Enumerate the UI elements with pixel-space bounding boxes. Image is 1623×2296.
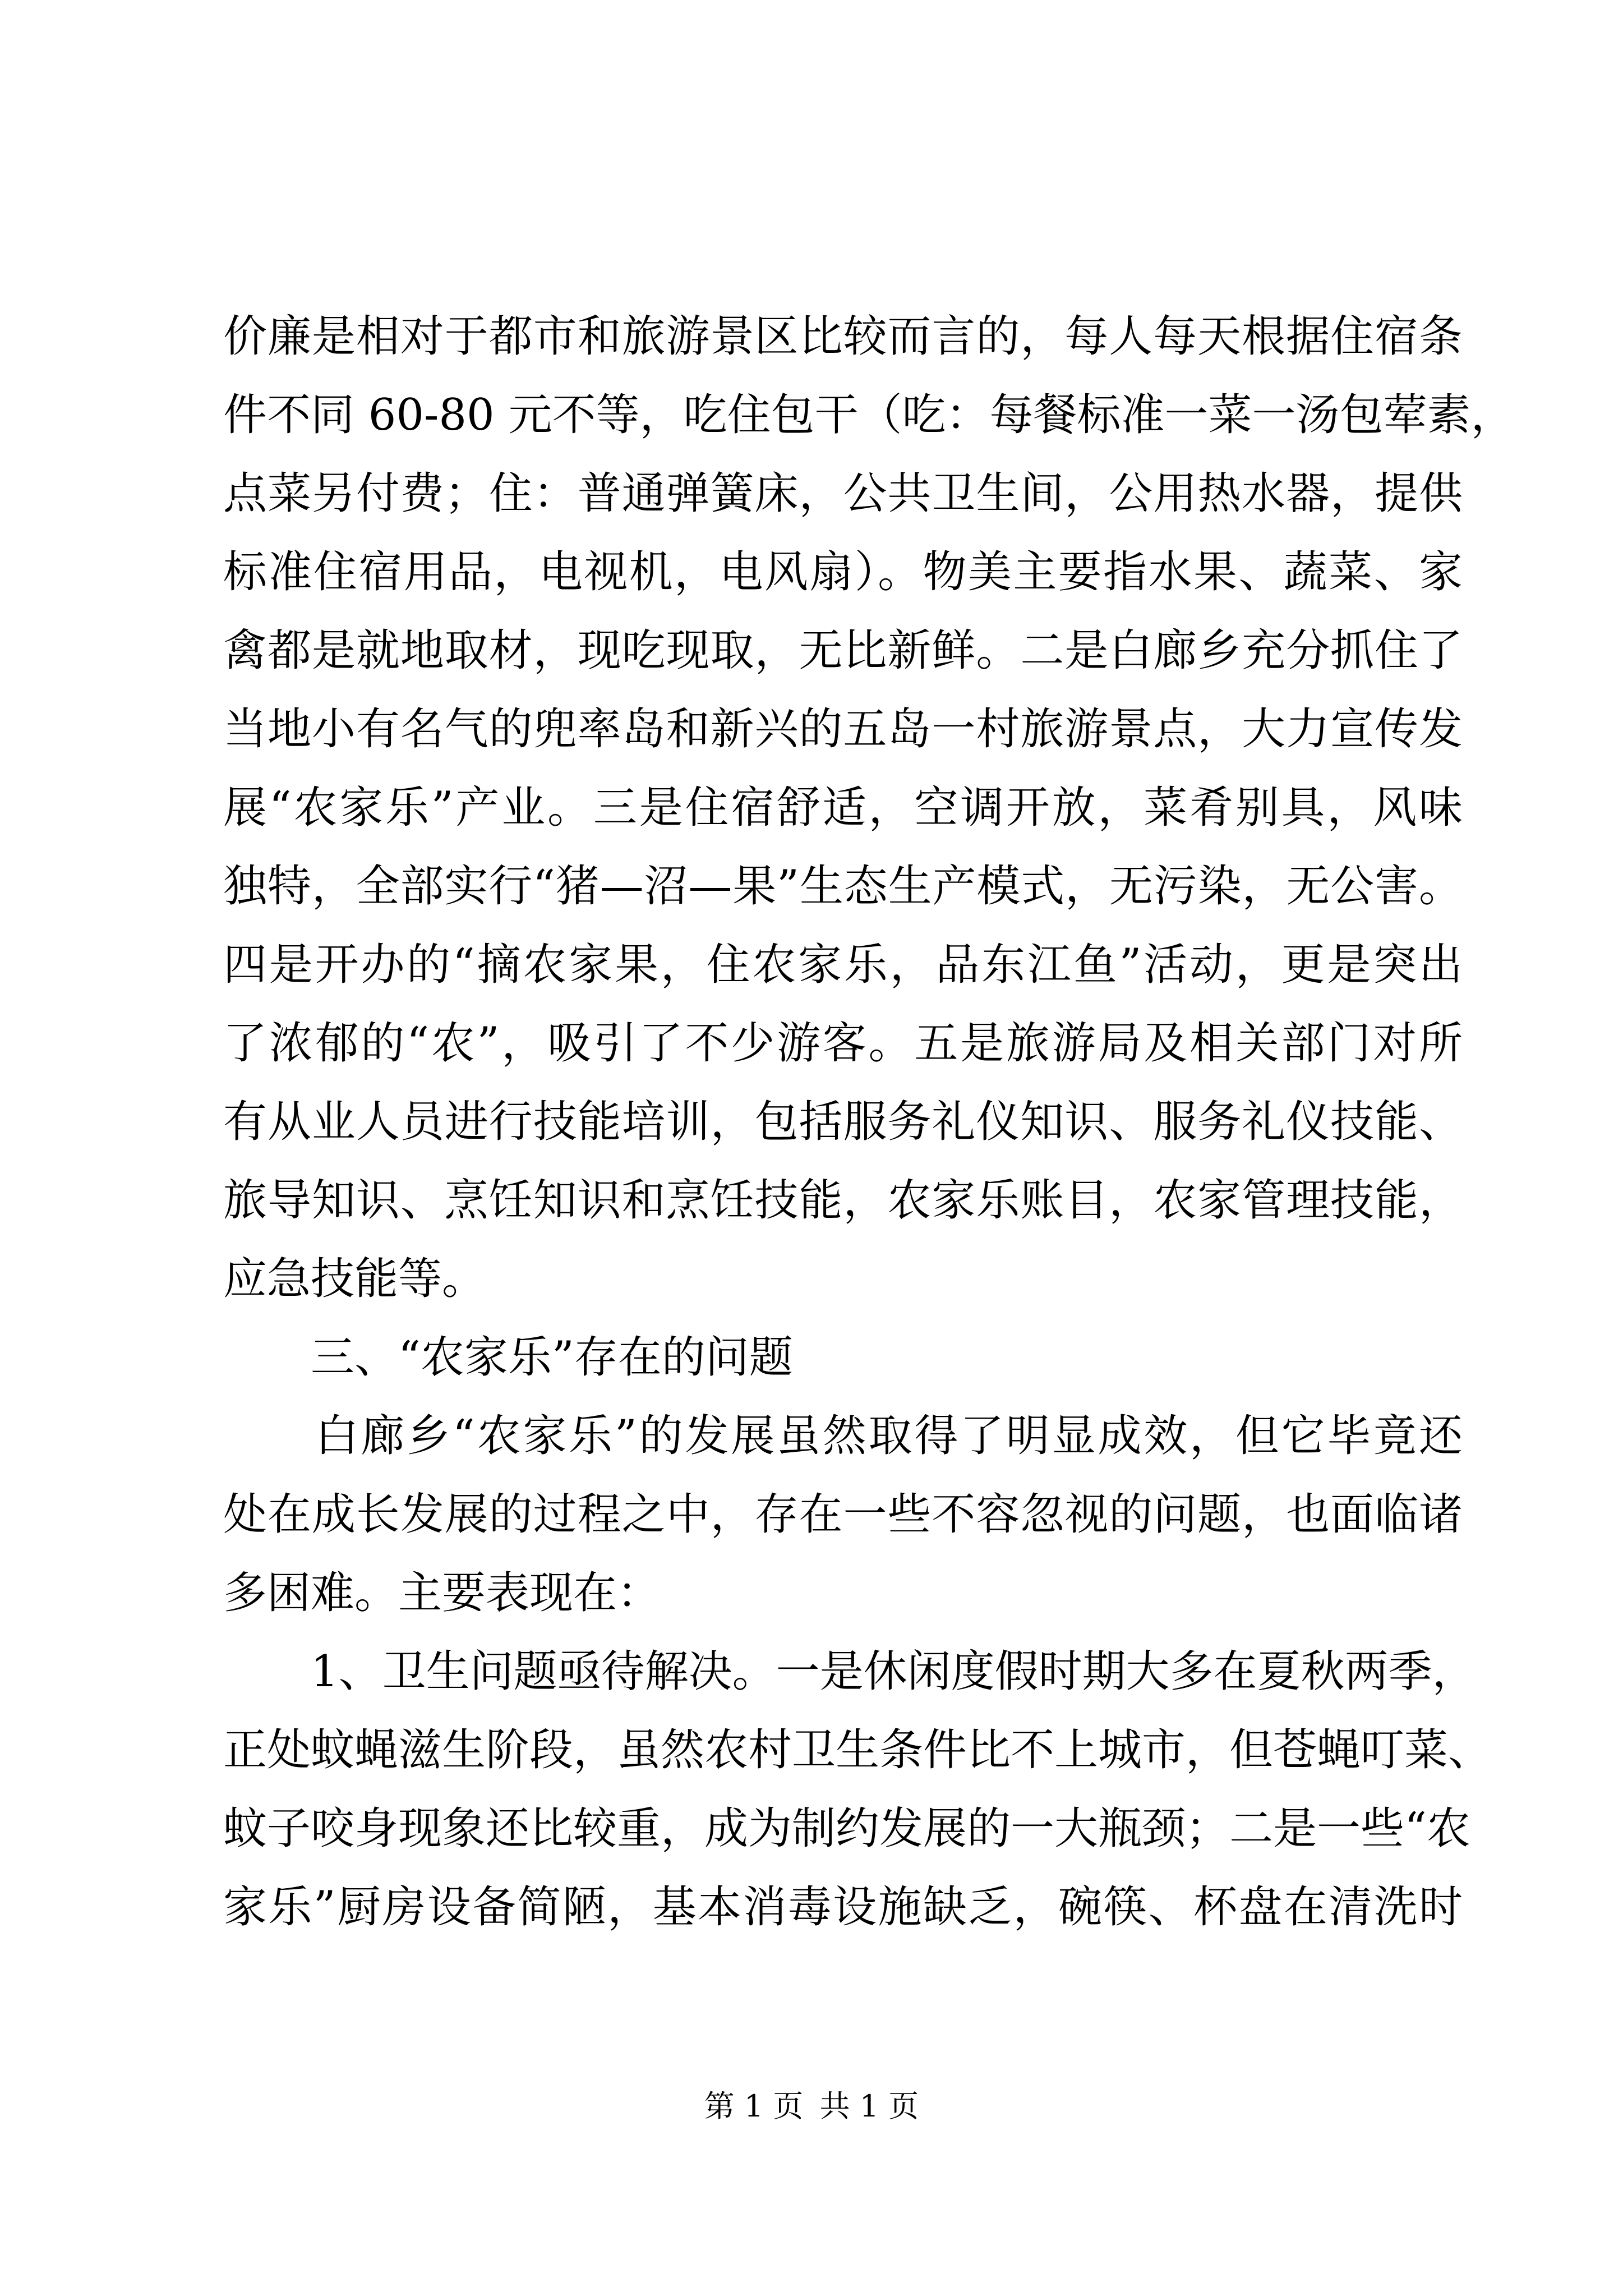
text-line: 展“农家乐”产业。三是住宿舒适，空调开放，菜肴别具，风味 — [223, 783, 1463, 833]
text-line: 处在成长发展的过程之中，存在一些不容忽视的问题，也面临诸 — [223, 1489, 1463, 1540]
text-line: 四是开办的“摘农家果，住农家乐，品东江鱼”活动，更是突出 — [223, 940, 1463, 990]
text-line: 价廉是相对于都市和旅游景区比较而言的，每人每天根据住宿条 — [223, 311, 1463, 362]
section-heading: 三、“农家乐”存在的问题 — [223, 1332, 793, 1383]
text-line: 禽都是就地取材，现吃现取，无比新鲜。二是白廊乡充分抓住了 — [223, 625, 1463, 676]
text-line: 白廊乡“农家乐”的发展虽然取得了明显成效，但它毕竟还 — [223, 1411, 1463, 1461]
page-footer — [0, 2084, 1623, 2129]
text-line: 了浓郁的“农”，吸引了不少游客。五是旅游局及相关部门对所 — [223, 1018, 1463, 1069]
page-number: 第 1 页 — [704, 2088, 804, 2124]
text-line: 旅导知识、烹饪知识和烹饪技能，农家乐账目，农家管理技能， — [223, 1175, 1463, 1226]
page-total: 共 1 页 — [819, 2088, 919, 2124]
text-line: 家乐”厨房设备简陋，基本消毒设施缺乏，碗筷、杯盘在清洗时 — [223, 1882, 1463, 1932]
text-line: 有从业人员进行技能培训，包括服务礼仪知识、服务礼仪技能、 — [223, 1097, 1463, 1147]
text-line: 标准住宿用品，电视机，电风扇）。物美主要指水果、蔬菜、家 — [223, 547, 1463, 597]
text-line: 正处蚊蝇滋生阶段，虽然农村卫生条件比不上城市，但苍蝇叮菜、 — [223, 1725, 1492, 1775]
text-line: 1、卫生问题亟待解决。一是休闲度假时期大多在夏秋两季， — [223, 1646, 1476, 1697]
text-line: 蚊子咬身现象还比较重，成为制约发展的一大瓶颈；二是一些“农 — [223, 1803, 1470, 1854]
text-line: 多困难。主要表现在： — [223, 1568, 661, 1618]
text-line: 独特，全部实行“猪—沼—果”生态生产模式，无污染，无公害。 — [223, 861, 1463, 912]
text-line: 应急技能等。 — [223, 1254, 486, 1304]
text-line: 当地小有名气的兜率岛和新兴的五岛一村旅游景点，大力宣传发 — [223, 704, 1463, 754]
text-line: 点菜另付费；住：普通弹簧床，公共卫生间，公用热水器，提供 — [223, 468, 1463, 519]
text-line: 件不同 60-80 元不等，吃住包干（吃：每餐标准一菜一汤包荤素， — [223, 390, 1515, 440]
